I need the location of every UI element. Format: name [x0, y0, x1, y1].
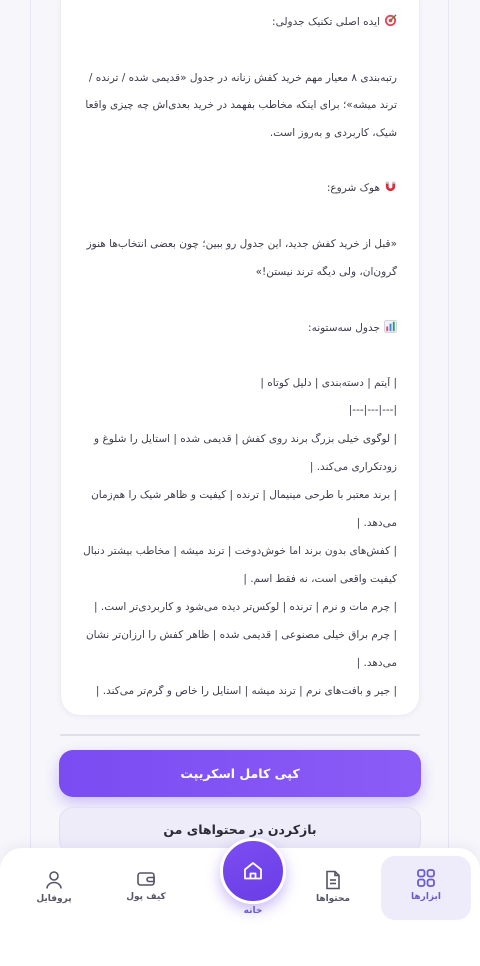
script-content-card [60, 0, 420, 716]
script-line: «قبل از خرید کفش جدید، این جدول رو ببین؛ چون بعضی انتخاب‌ها هنوز [86, 238, 397, 250]
script-section-idea: ایده اصلی تکنیک جدولی: [75, 14, 397, 28]
script-section-hook: هوک شروع: [75, 180, 397, 194]
script-line: | چرم براق خیلی مصنوعی | قدیمی شده | ظاهر کفش را ارزان‌تر نشان [85, 629, 397, 641]
bar-chart-icon [384, 320, 397, 333]
script-line: | لوگوی خیلی بزرگ برند روی کفش | قدیمی شده | استایل را شلوغ و [94, 433, 397, 445]
open-in-my-contents-button[interactable]: بازکردن در محتواهای من [59, 807, 421, 854]
script-line: کیفیت واقعی است، نه فقط اسم. | [243, 573, 397, 585]
script-line: | کفش‌های بدون برند اما خوش‌دوخت | ترند میشه | مخاطب بیشتر دنبال [83, 545, 397, 557]
nav-item-tools[interactable] [381, 856, 471, 920]
nav-item-profile[interactable] [9, 858, 99, 922]
nav-item-wallet[interactable] [101, 858, 191, 922]
nav-label: کیف پول [126, 892, 166, 902]
home-button[interactable] [220, 838, 286, 904]
wallet-icon [136, 870, 156, 888]
target-icon [384, 14, 397, 27]
home-icon [242, 860, 264, 882]
script-line: | برند معتبر با طرحی مینیمال | ترنده | کیفیت و ظاهر شیک را هم‌زمان [91, 489, 397, 501]
script-line: | آیتم | دسته‌بندی | دلیل کوتاه | [260, 377, 397, 389]
script-line: |---|---|---| [348, 404, 397, 416]
script-line: گرون‌ان، ولی دیگه ترند نیستن!» [255, 266, 397, 278]
script-section-table: جدول سه‌ستونه: [75, 320, 397, 334]
script-line: رتبه‌بندی ۸ معیار مهم خرید کفش زنانه در جدول «قدیمی شده / ترنده / [88, 72, 397, 84]
script-line: می‌دهد. | [356, 517, 397, 529]
magnet-icon [384, 180, 397, 193]
script-line: می‌دهد. | [356, 657, 397, 669]
frame-left-border [30, 0, 31, 848]
script-line: | جیر و بافت‌های نرم | ترند میشه | استایل را خاص و گرم‌تر می‌کند. | [95, 685, 397, 697]
grid-icon [416, 868, 436, 888]
user-icon [45, 870, 63, 890]
nav-item-contents[interactable] [288, 858, 378, 922]
nav-label: محتواها [315, 894, 351, 904]
nav-label: ابزارها [411, 892, 441, 902]
frame-right-border [448, 0, 449, 848]
script-line: ترند میشه»؛ برای اینکه مخاطب بفهمد در خرید بعدی‌اش چه چیزی واقعاً [85, 99, 397, 111]
script-line: | چرم مات و نرم | ترنده | لوکس‌تر دیده می‌شود و کاربردی‌تر است. | [94, 601, 397, 613]
divider [60, 734, 420, 736]
document-icon [324, 870, 342, 890]
script-line: زودتکراری می‌کند. | [309, 461, 397, 473]
script-line: شیک، کاربردی و به‌روز است. [269, 127, 397, 139]
copy-script-button[interactable]: کپی کامل اسکریپت [59, 750, 421, 797]
home-label: خانه [243, 906, 263, 916]
nav-label: پروفایل [36, 894, 72, 904]
